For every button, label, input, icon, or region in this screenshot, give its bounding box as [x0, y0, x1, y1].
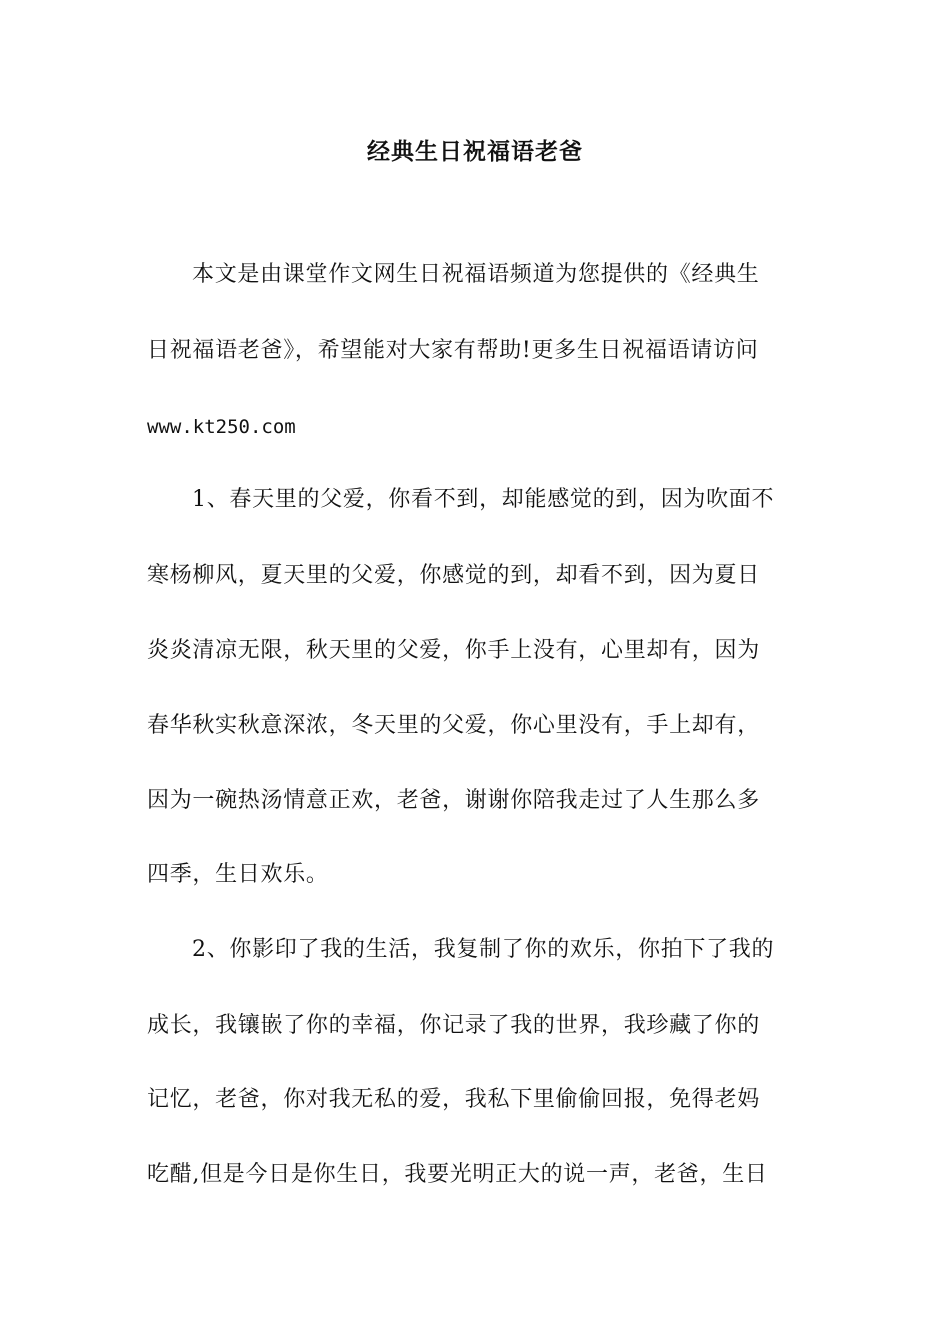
paragraph-line: 日祝福语老爸》，希望能对大家有帮助!更多生日祝福语请访问 [147, 338, 759, 363]
paragraph-line: 1、春天里的父爱，你看不到，却能感觉的到，因为吹面不 [192, 487, 775, 512]
paragraph-line: 因为一碗热汤情意正欢，老爸，谢谢你陪我走过了人生那么多 [147, 788, 760, 813]
paragraph-line: 成长，我镶嵌了你的幸福，你记录了我的世界，我珍藏了你的 [147, 1013, 760, 1038]
paragraph-line: 记忆，老爸，你对我无私的爱，我私下里偷偷回报，免得老妈 [147, 1087, 760, 1112]
paragraph-line: 吃醋,但是今日是你生日，我要光明正大的说一声，老爸，生日 [147, 1162, 768, 1187]
paragraph-line: 2、你影印了我的生活，我复制了你的欢乐，你拍下了我的 [192, 937, 775, 962]
paragraph-line: 四季，生日欢乐。 [147, 862, 329, 887]
website-url: www.kt250.com [147, 416, 296, 438]
paragraph-line: 寒杨柳风，夏天里的父爱，你感觉的到，却看不到，因为夏日 [147, 563, 760, 588]
document-title: 经典生日祝福语老爸 [367, 138, 583, 165]
paragraph-line: 炎炎清凉无限，秋天里的父爱，你手上没有，心里却有，因为 [147, 638, 760, 663]
paragraph-line: 本文是由课堂作文网生日祝福语频道为您提供的《经典生 [192, 262, 760, 287]
paragraph-line: 春华秋实秋意深浓，冬天里的父爱，你心里没有，手上却有， [147, 713, 760, 738]
